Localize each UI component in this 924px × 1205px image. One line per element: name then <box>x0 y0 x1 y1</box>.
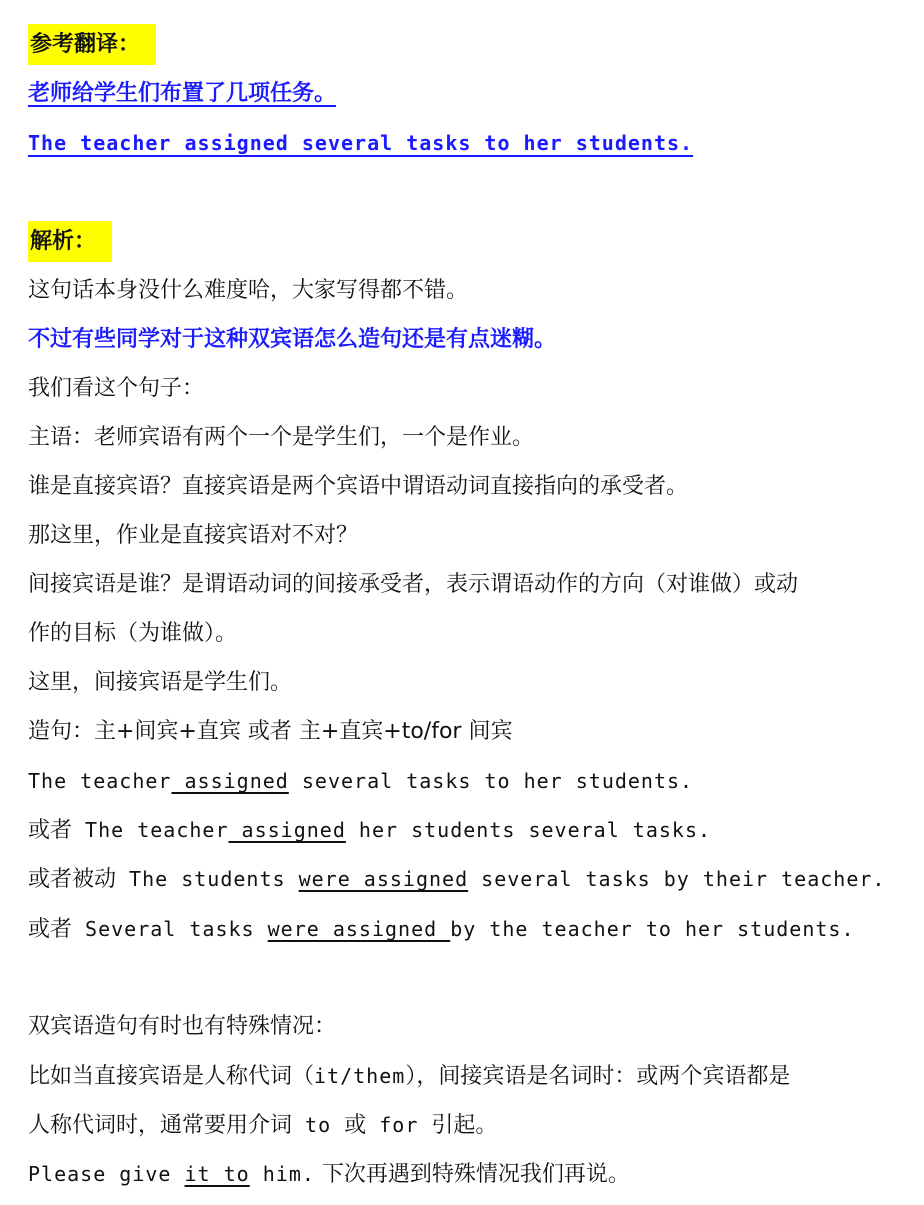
example-text: several tasks by their teacher. <box>468 867 886 891</box>
translation-chinese-row <box>28 79 336 109</box>
special-paragraph-2a <box>28 1061 790 1092</box>
example-prefix: 或者 <box>28 818 73 843</box>
analysis-paragraph-1: 这句话本身没什么难度哈，大家写得都不错。 <box>28 278 469 303</box>
special-code: to <box>292 1113 345 1137</box>
example-prefix: 或者被动 <box>28 867 117 892</box>
translation-english-row <box>28 128 693 159</box>
analysis-paragraph-9: 造句：主+间宾+直宾 或者 主+直宾+to/for 间宾 <box>28 719 513 744</box>
analysis-paragraph-4: 主语：老师宾语有两个一个是学生们，一个是作业。 <box>28 425 535 450</box>
special-text: 或 <box>344 1113 367 1138</box>
special-text: 引起。 <box>431 1113 498 1138</box>
special-example-note: 下次再遇到特殊情况我们再说。 <box>314 1162 630 1187</box>
analysis-heading: 解析： <box>28 221 112 262</box>
analysis-paragraph-8: 这里，间接宾语是学生们。 <box>28 670 293 695</box>
example-text: her students several tasks. <box>345 818 712 842</box>
example-underlined: were assigned <box>298 867 469 891</box>
special-paragraph-2b <box>28 1110 497 1141</box>
example-sentence-3 <box>28 864 885 895</box>
analysis-paragraph-7b: 作的目标（为谁做）。 <box>28 621 238 646</box>
example-underlined: were assigned <box>267 917 451 941</box>
analysis-paragraph-3: 我们看这个句子： <box>28 376 205 401</box>
special-example-text: Please give <box>28 1162 185 1186</box>
example-text: The students <box>116 867 299 891</box>
example-text: The teacher <box>28 769 172 793</box>
example-sentence-2 <box>28 815 711 846</box>
example-text: several tasks to her students. <box>288 769 694 793</box>
example-sentence-4 <box>28 914 855 945</box>
analysis-paragraph-7a: 间接宾语是谁？是谓语动词的间接承受者，表示谓语动作的方向（对谁做）或动 <box>28 572 799 597</box>
special-example-text: him. <box>249 1162 315 1186</box>
special-code: for <box>366 1113 432 1137</box>
translation-heading: 参考翻译： <box>28 24 156 65</box>
example-text: by the teacher to her students. <box>450 917 855 941</box>
special-example <box>28 1159 630 1190</box>
example-text: The teacher <box>72 818 229 842</box>
example-underlined: assigned <box>228 818 346 842</box>
analysis-paragraph-5: 谁是直接宾语？直接宾语是两个宾语中谓语动词直接指向的承受者。 <box>28 474 689 499</box>
special-text: 比如当直接宾语是人称代词（ <box>28 1064 315 1089</box>
example-sentence-1 <box>28 766 693 797</box>
translation-heading-row <box>28 30 156 60</box>
special-example-underlined: it to <box>184 1162 250 1186</box>
analysis-paragraph-6: 那这里，作业是直接宾语对不对？ <box>28 523 359 548</box>
analysis-paragraph-2: 不过有些同学对于这种双宾语怎么造句还是有点迷糊。 <box>28 327 557 352</box>
analysis-heading-row <box>28 227 112 257</box>
special-text: ），间接宾语是名词时：或两个宾语都是 <box>405 1064 791 1089</box>
example-text: Several tasks <box>72 917 268 941</box>
special-paragraph-1: 双宾语造句有时也有特殊情况： <box>28 1014 337 1039</box>
example-underlined: assigned <box>171 769 289 793</box>
special-text: 人称代词时，通常要用介词 <box>28 1113 293 1138</box>
translation-english[interactable]: The teacher assigned several tasks to her students. <box>28 131 694 155</box>
translation-chinese[interactable]: 老师给学生们布置了几项任务。 <box>28 81 337 106</box>
example-prefix: 或者 <box>28 917 73 942</box>
special-code: it/them <box>314 1064 406 1088</box>
